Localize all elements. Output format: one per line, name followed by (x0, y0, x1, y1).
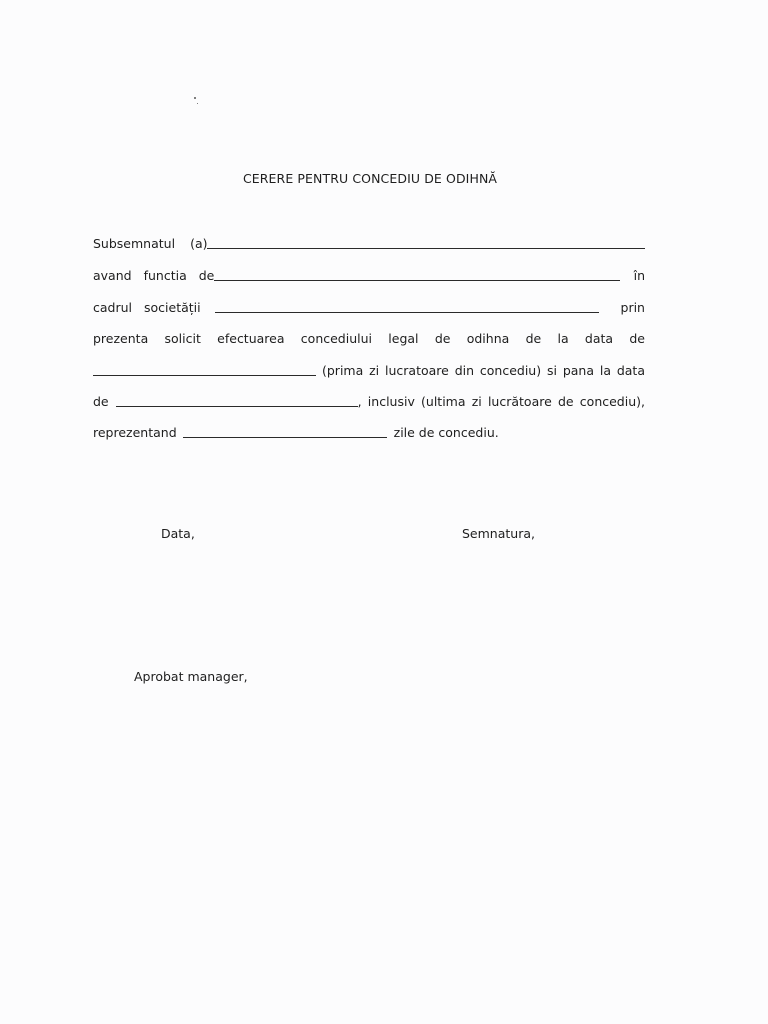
form-line-company (93, 297, 645, 315)
form-line-end-date (93, 391, 645, 409)
word: odihna (466, 331, 510, 346)
word: prezenta (93, 331, 149, 346)
label-prin: prin (620, 300, 645, 315)
form-line-days (93, 422, 645, 440)
label-reprezentand: reprezentand (93, 425, 177, 440)
end-date-blank[interactable] (116, 394, 358, 407)
form-line-start-date (93, 360, 645, 378)
label-in: în (633, 268, 645, 283)
form-line-function (93, 265, 645, 283)
word: concediului (300, 331, 373, 346)
name-blank[interactable] (207, 236, 645, 249)
company-blank[interactable] (215, 300, 599, 313)
days-blank[interactable] (183, 425, 387, 438)
word: solicit (164, 331, 201, 346)
word: la (557, 331, 569, 346)
form-line-name (93, 233, 645, 251)
label-avand: avand (93, 268, 132, 283)
label-cadrul: cadrul (93, 300, 133, 315)
document-title: CERERE PENTRU CONCEDIU DE ODIHNĂ (242, 171, 498, 186)
scan-speck (197, 103, 198, 104)
signature-label: Semnatura, (462, 526, 535, 541)
form-line-request (93, 328, 645, 346)
label-a: (a) (190, 236, 208, 251)
label-functia: functia (143, 268, 187, 283)
word: data (584, 331, 614, 346)
scan-speck (194, 97, 196, 99)
word: efectuarea (217, 331, 285, 346)
label-de: de (198, 268, 215, 283)
start-date-blank[interactable] (93, 363, 316, 376)
word: de (434, 331, 451, 346)
word: de (629, 331, 645, 346)
function-blank[interactable] (214, 268, 620, 281)
date-label: Data, (161, 526, 195, 541)
approved-manager-label: Aprobat manager, (134, 669, 248, 684)
label-subsemnatul: Subsemnatul (93, 236, 176, 251)
label-start-date-note: (prima zi lucratoare din concediu) si pana la data (322, 363, 645, 378)
label-de-end: de (93, 394, 109, 409)
label-days-suffix: zile de concediu. (393, 425, 499, 440)
label-end-date-note: , inclusiv (ultima zi lucrătoare de concediu), (357, 394, 645, 409)
label-societatii: societății (144, 300, 201, 315)
word: de (525, 331, 542, 346)
word: legal (388, 331, 419, 346)
